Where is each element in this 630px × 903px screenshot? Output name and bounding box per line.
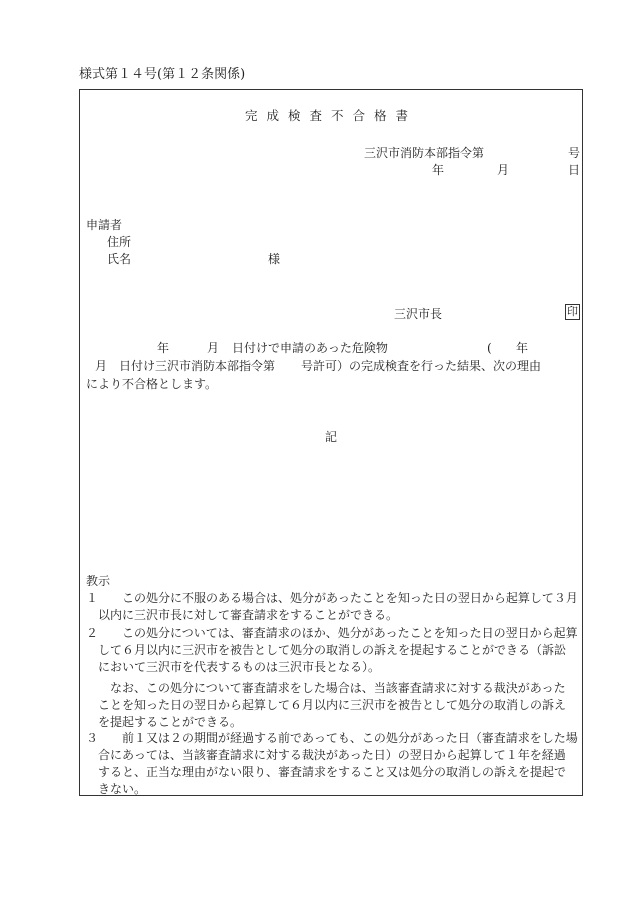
address-label: 住所	[107, 235, 132, 249]
notice-line: きない。	[98, 782, 147, 796]
body-text-4: により不合格とします。	[86, 377, 218, 391]
seal-box: 印	[567, 305, 578, 318]
notice-heading: 教示	[86, 574, 111, 588]
honorific-label: 様	[268, 252, 281, 266]
name-label: 氏名	[107, 252, 132, 266]
notice-item	[86, 590, 576, 624]
notice-line: を提起することができる。	[98, 715, 243, 729]
body-month-2: 月	[95, 359, 108, 373]
applicant-heading: 申請者	[86, 218, 123, 232]
notice-item-number: ２	[86, 626, 99, 640]
body-text-2: 日付け三沢市消防本部指令第	[119, 359, 276, 373]
date-month-label: 月	[497, 163, 510, 177]
body-paren: (	[487, 341, 492, 355]
body-text-3: 号許可）の完成検査を行った結果、次の理由	[301, 359, 542, 373]
directive-number-suffix: 号	[568, 146, 581, 160]
mayor-label: 三沢市長	[394, 307, 443, 321]
notice-line: すると、正当な理由がない限り、審査請求をすること又は処分の取消しの訴えを提起で	[98, 765, 567, 779]
notice-item	[86, 730, 576, 798]
notice-line: この処分に不服のある場合は、処分があったことを知った日の翌日から起算して３月	[122, 591, 578, 605]
notice-line: なお、この処分について審査請求をした場合は、当該審査請求に対する裁決があった	[110, 681, 566, 695]
notice-line: 合にあっては、当該審査請求に対する裁決があった日）の翌日から起算して１年を経過	[98, 748, 566, 762]
body-month-1: 月	[207, 341, 220, 355]
notice-line: ことを知った日の翌日から起算して６月以内に三沢市を被告として処分の取消しの訴え	[98, 698, 567, 712]
date-day-label: 日	[568, 163, 581, 177]
notice-line: この処分については、審査請求のほか、処分があったことを知った日の翌日から起算	[122, 626, 578, 640]
notice-line: 前１又は２の期間が経過する前であっても、この処分があった日（審査請求をした場	[122, 731, 578, 745]
date-year-label: 年	[432, 163, 445, 177]
body-text-1: 日付けで申請のあった危険物	[232, 341, 388, 355]
notice-line: 以内に三沢市長に対して審査請求をすることができる。	[98, 608, 399, 622]
notice-line: において三沢市を代表するものは三沢市長となる）。	[98, 660, 381, 674]
body-year-1: 年	[157, 341, 170, 355]
notice-item	[86, 680, 576, 731]
document-title: 完成検査不合格書	[244, 108, 417, 123]
notice-item	[86, 625, 576, 676]
record-heading: 記	[324, 430, 337, 444]
notice-line: して６月以内に三沢市を被告として処分の取消しの訴えを提起することができる（訴訟	[98, 643, 567, 657]
notice-item-number: ３	[86, 731, 99, 745]
directive-number-label: 三沢市消防本部指令第	[364, 146, 485, 160]
body-year-2: 年	[516, 341, 529, 355]
notice-item-number: １	[86, 591, 99, 605]
form-number: 様式第１４号(第１２条関係)	[79, 67, 246, 82]
